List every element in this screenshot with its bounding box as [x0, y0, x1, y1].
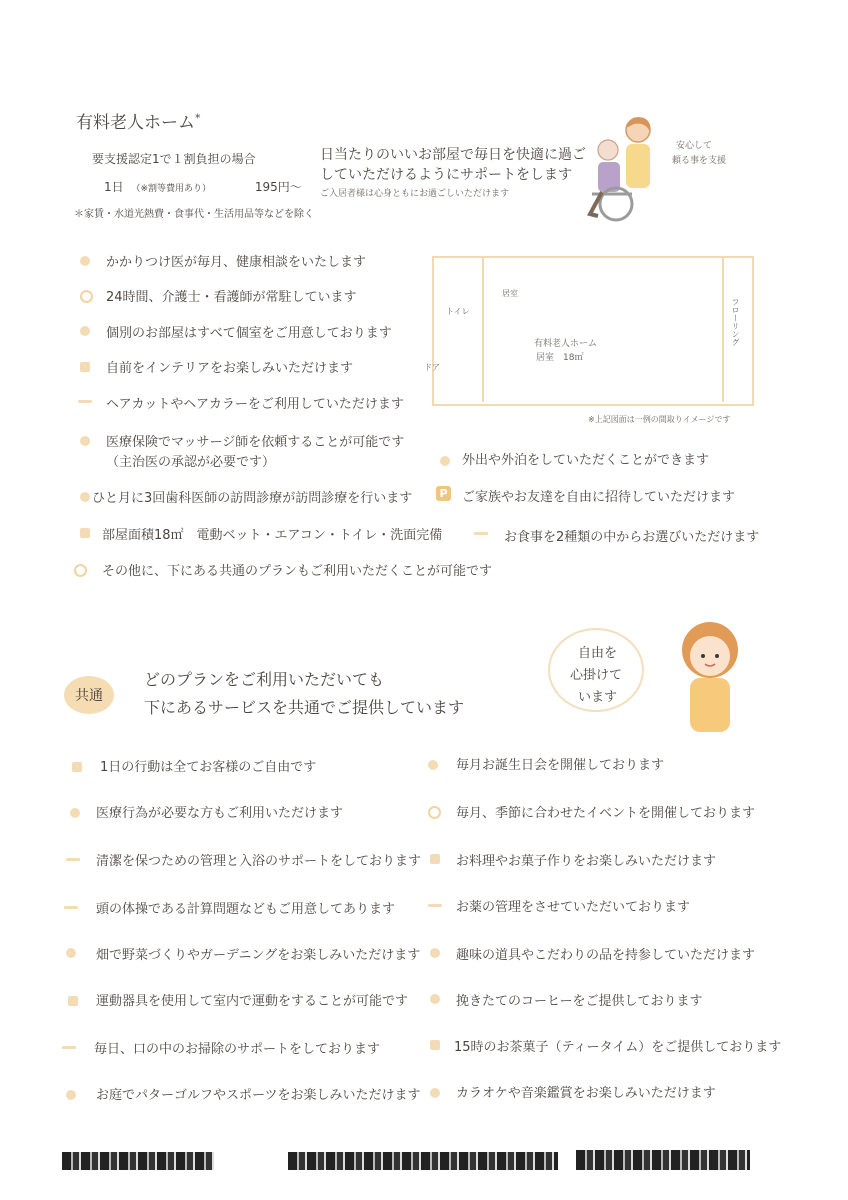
service-item: 毎月、季節に合わせたイベントを開催しております — [456, 806, 756, 821]
parking-icon: P — [436, 486, 451, 501]
service-item: 清潔を保つための管理と入浴のサポートをしております — [96, 854, 422, 869]
service-bullet — [428, 904, 442, 907]
common-heading-line-2: 下にあるサービスを共通でご提供しています — [144, 698, 465, 717]
catch-line-2: していただけるようにサポートをします — [320, 167, 572, 183]
feature-bullet — [80, 528, 90, 538]
feature-item: 個別のお部屋はすべて個室をご用意しております — [106, 326, 392, 341]
service-item: 毎月お誕生日会を開催しております — [456, 758, 665, 773]
patient-head — [598, 140, 618, 160]
staff-eye-left — [701, 654, 705, 658]
feature-item: お食事を2種類の中からお選びいただけます — [504, 530, 760, 545]
service-bullet — [428, 760, 438, 770]
common-badge-label: 共通 — [75, 688, 103, 704]
service-item: 運動器具を使用して室内で運動をすることが可能です — [96, 994, 409, 1009]
service-bullet — [430, 1040, 440, 1050]
floor-plan-label-center-1: 有料老人ホーム — [534, 339, 598, 349]
service-item: 15時のお茶菓子（ティータイム）をご提供しております — [454, 1040, 782, 1055]
header-title-mark: * — [195, 111, 201, 125]
staff-illustration — [674, 616, 754, 734]
floor-plan-label-bottom-left: ドア — [424, 363, 440, 372]
price-row — [104, 178, 302, 195]
service-bullet — [70, 808, 80, 818]
service-bullet — [66, 1090, 76, 1100]
service-item: お料理やお菓子作りをお楽しみいただけます — [456, 854, 717, 869]
service-bullet — [430, 1088, 440, 1098]
service-item: お庭でパターゴルフやスポーツをお楽しみいただけます — [96, 1088, 421, 1103]
service-bullet — [428, 806, 441, 819]
catch-line-1: 日当たりのいいお部屋で毎日を快適に過ご — [320, 147, 586, 163]
feature-bullet — [80, 362, 90, 372]
common-badge — [64, 676, 114, 714]
catch-sub: ご入居者様は心身ともにお過ごしいただけます — [320, 189, 510, 199]
floor-plan-room-box — [482, 258, 724, 402]
feature-item-note: （主治医の承認が必要です） — [106, 455, 276, 470]
service-bullet — [66, 858, 80, 861]
price-day: 1日 — [104, 180, 124, 194]
service-item: 挽きたてのコーヒーをご提供しております — [456, 994, 703, 1009]
price-note: （※割等費用あり） — [131, 184, 212, 194]
floor-plan-label-center-2: 居室 18㎡ — [536, 353, 584, 363]
redacted-footer-block — [288, 1152, 558, 1170]
header-title — [76, 108, 201, 133]
service-item: カラオケや音楽鑑賞をお楽しみいただけます — [456, 1086, 716, 1101]
redacted-footer-block — [62, 1152, 214, 1170]
common-heading-line-1: どのプランをご利用いただいても — [144, 670, 385, 689]
service-bullet — [66, 948, 76, 958]
feature-bullet — [80, 436, 90, 446]
feature-item: ご家族やお友達を自由に招待していただけます — [462, 490, 736, 505]
floor-plan-caption: ※上記図面は一例の間取りイメージです — [588, 415, 731, 424]
header-title-text: 有料老人ホーム — [76, 113, 195, 133]
service-bullet — [430, 854, 440, 864]
staff-body — [690, 678, 730, 732]
service-item: 頭の体操である計算問題などもご用意してあります — [96, 902, 396, 917]
feature-bullet — [80, 290, 93, 303]
feature-item: ヘアカットやヘアカラーをご利用していただけます — [106, 397, 404, 412]
price-value: 195円～ — [254, 180, 302, 194]
service-item: 毎日、口の中のお掃除のサポートをしております — [94, 1042, 381, 1057]
caregiver-illustration — [572, 110, 664, 228]
floor-plan — [432, 256, 754, 406]
feature-item: かかりつけ医が毎月、健康相談をいたします — [106, 255, 367, 270]
header-bubble-line-1: 安心して — [676, 141, 713, 151]
feature-bullet — [80, 492, 90, 502]
feature-bullet — [80, 326, 90, 336]
feature-item: 24時間、介護士・看護師が常駐しています — [106, 290, 357, 305]
feature-bullet — [74, 564, 87, 577]
staff-face — [690, 636, 730, 676]
common-bubble-line-1: 自由を — [578, 646, 618, 661]
feature-item: ひと月に3回歯科医師の訪問診療が訪問診療を行います — [92, 491, 413, 506]
service-bullet — [430, 948, 440, 958]
service-bullet — [430, 994, 440, 1004]
price-exclusion: ＊家賃・水道光熱費・食事代・生活用品等などを除く — [74, 209, 314, 220]
feature-bullet — [474, 532, 488, 535]
service-bullet — [62, 1046, 76, 1049]
service-item: 1日の行動は全てお客様のご自由です — [100, 760, 317, 775]
feature-bullet — [78, 400, 92, 403]
feature-item: その他に、下にある共通のプランもご利用いただくことが可能です — [102, 564, 493, 579]
floor-plan-label-right: フローリング — [731, 298, 740, 346]
redacted-footer-block — [576, 1150, 750, 1170]
service-item: 医療行為が必要な方もご利用いただけます — [96, 806, 344, 821]
common-bubble-line-2: 心掛けて — [570, 668, 623, 683]
caregiver-body — [626, 144, 650, 188]
service-item: 畑で野菜づくりやガーデニングをお楽しみいただけます — [96, 948, 421, 963]
service-item: お薬の管理をさせていただいております — [456, 900, 691, 915]
floor-plan-label-left: トイレ — [446, 307, 470, 316]
service-item: 趣味の道具やこだわりの品を持参していただけます — [456, 948, 756, 963]
common-bubble-line-3: います — [578, 690, 618, 705]
feature-bullet — [440, 456, 450, 466]
price-condition: 要支援認定1で１割負担の場合 — [92, 152, 256, 166]
header-bubble-line-2: 頼る事を支援 — [672, 156, 727, 166]
feature-item: 部屋面積18㎡ 電動ベット・エアコン・トイレ・洗面完備 — [102, 528, 443, 543]
floor-plan-label-top: 居室 — [502, 289, 518, 298]
feature-item: 外出や外泊をしていただくことができます — [462, 453, 710, 468]
service-bullet — [64, 906, 78, 909]
service-bullet — [68, 996, 78, 1006]
staff-eye-right — [715, 654, 719, 658]
feature-item: 医療保険でマッサージ師を依頼することが可能です — [106, 435, 405, 450]
feature-bullet — [80, 256, 90, 266]
service-bullet — [72, 762, 82, 772]
feature-item: 自前をインテリアをお楽しみいただけます — [106, 361, 354, 376]
